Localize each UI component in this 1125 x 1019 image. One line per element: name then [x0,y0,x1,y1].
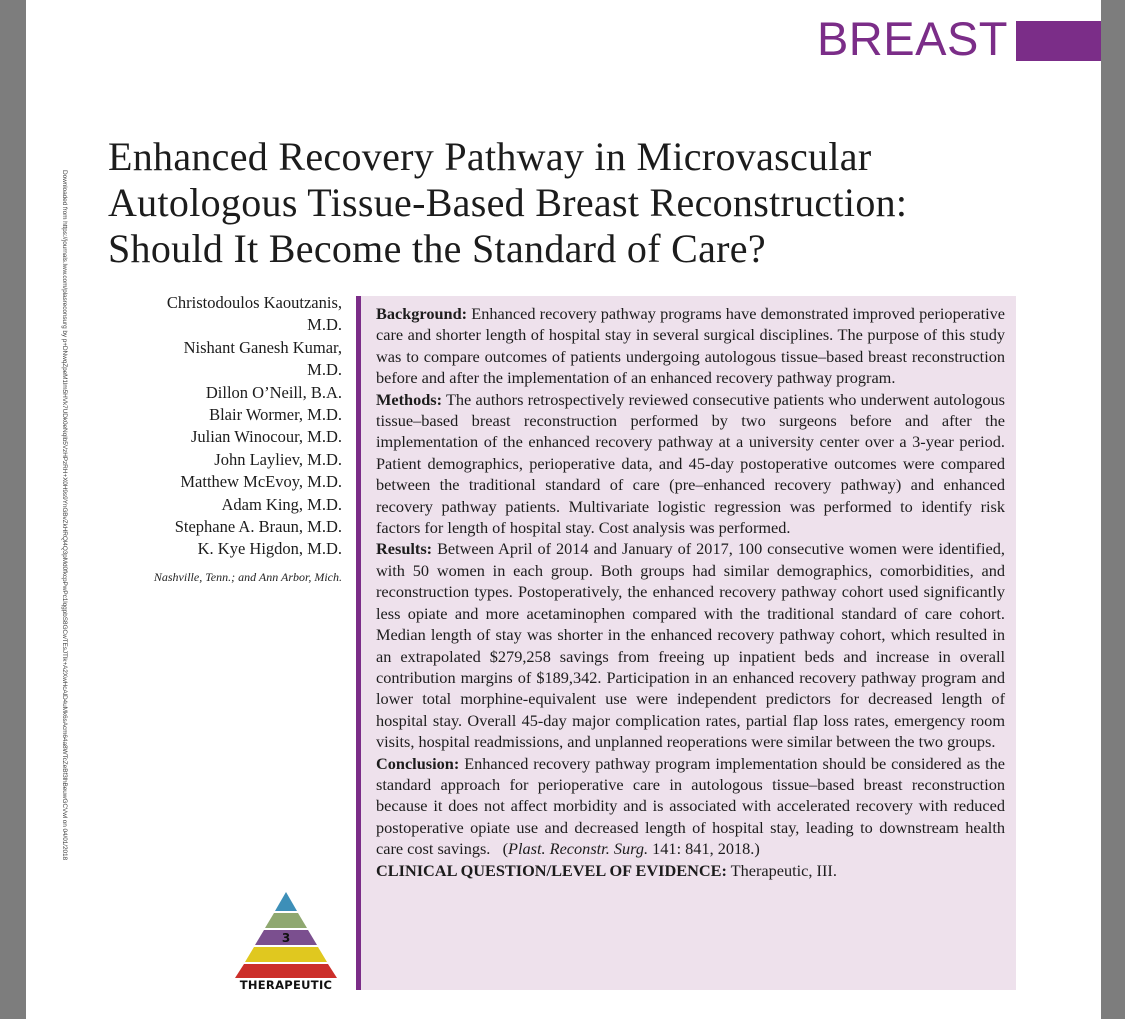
abstract-methods [376,389,1005,539]
methods-text: The authors retrospectively reviewed consecutive patients who underwent autologous tissue–based breast reconstruction performed by two surgeons before and after the implementation of the enhanced recovery pathway at a university center over a 3-year period. Patient demographics, perioperative data, and 45-day postoperative outcomes were compared between the traditional standard of care (pre–enhanced recovery pathway) and enhanced recovery pathway patients. Multivariate logistic regression was performed to identify risk factors for length of hospital stay. Cost analysis was performed. [376,389,1005,538]
pyramid-tier-1 [275,892,297,911]
pyramid-tier-5 [235,964,337,978]
article-title [108,134,1068,272]
citation-journal: Plast. Reconstr. Surg. [508,839,649,859]
section-color-bar [1016,21,1101,61]
conclusion-label: Conclusion: [376,753,460,773]
citation-details: 141: 841, 2018.) [648,839,760,859]
clinical-label: CLINICAL QUESTION/LEVEL OF EVIDENCE: [376,860,727,880]
abstract-conclusion [376,753,1005,860]
download-watermark [61,170,70,980]
author-list [100,292,342,561]
author-line: Dillon O’Neill, B.A. [205,382,342,402]
author-affiliation: Nashville, Tenn.; and Ann Arbor, Mich. [153,570,342,584]
author-line: Stephane A. Braun, M.D. [174,517,342,537]
abstract-background [376,303,1005,389]
author-line: John Layliev, M.D. [214,449,342,469]
pyramid-tier-4 [245,947,327,962]
abstract-box [356,296,1016,990]
methods-label: Methods: [376,389,443,409]
background-text: Enhanced recovery pathway programs have demonstrated improved perioperative care and shorter length of hospital stay in several surgical disciplines. The purpose of this study was to compare outcomes of patients undergoing autologous tissue–based breast reconstruction before and after the implementation of an enhanced recovery pathway program. [376,304,1006,388]
results-label: Results: [376,539,433,559]
title-line: Should It Become the Standard of Care? [108,226,766,271]
title-line: Enhanced Recovery Pathway in Microvascular [108,134,872,179]
section-label: BREAST [816,12,1008,65]
author-line: K. Kye Higdon, M.D. [197,539,342,559]
results-text: Between April of 2014 and January of 2017, 100 consecutive women were identified, with 50 women in each group. Both groups had similar demographics, comorbidities, and reconstruction types. Postoperatively, the enhanced recovery pathway cohort used significantly less opiate and more acetaminophen compared with the traditional standard of care cohort. Median length of stay was shorter in the enhanced recovery pathway cohort, which resulted in an extrapolated $279,258 savings from freeing up inpatient beds and increase in overall contribution margins of $189,342. Participation in an enhanced recovery pathway program and lower total morphine-equivalent use were independent predictors for decreased length of hospital stay. Overall 45-day major complication rates, partial flap loss rates, emergency room visits, hospital readmissions, and unplanned reoperations were similar between the two groups. [376,539,1005,752]
title-line: Autologous Tissue-Based Breast Reconstruction: [108,180,908,225]
author-line: Julian Winocour, M.D. [191,427,342,447]
section-header [817,14,1101,64]
download-watermark-text: Downloaded from https://journals.lww.com/plasreconsurg by p+DNwqZpeM1lm5HVk7UDk0eNqIb5VzHPzRH+X0H9s9YnGBvZkHRQl4Q3pMd0fkcpPwPc1lqgpbS8GCwTEsJTlk+A2XwHcAlD4uMk6sAcm64a8WTcZeBf3lhBeuwGCVwl on 04/01/2018 [61,170,68,861]
right-margin-bar [1101,0,1125,1019]
abstract-results [376,538,1005,752]
abstract-clinical-question [376,860,1005,881]
author-line: Blair Wormer, M.D. [209,405,342,425]
citation-open: ( [502,839,509,859]
background-label: Background: [376,304,468,323]
author-line: Adam King, M.D. [221,494,342,514]
author-line: Christodoulos Kaoutzanis, [166,293,342,312]
evidence-level-number: 3 [281,931,291,945]
pyramid-tier-2 [265,913,307,928]
evidence-badge-label: THERAPEUTIC [239,978,333,992]
conclusion-text: Enhanced recovery pathway program implementation should be considered as the standard approach for perioperative care in autologous tissue–based breast reconstruction because it does not affect morbidity and is associated with accelerated recovery with reduced postoperative opiate use and decreased length of hospital stay, leading to downstream health care cost savings. [376,753,1005,859]
author-line: M.D. [307,315,342,335]
left-margin-bar [0,0,26,1019]
author-line: M.D. [307,360,342,380]
author-line: Matthew McEvoy, M.D. [180,472,342,492]
clinical-text: Therapeutic, III. [730,860,837,880]
author-line: Nishant Ganesh Kumar, [183,337,342,357]
